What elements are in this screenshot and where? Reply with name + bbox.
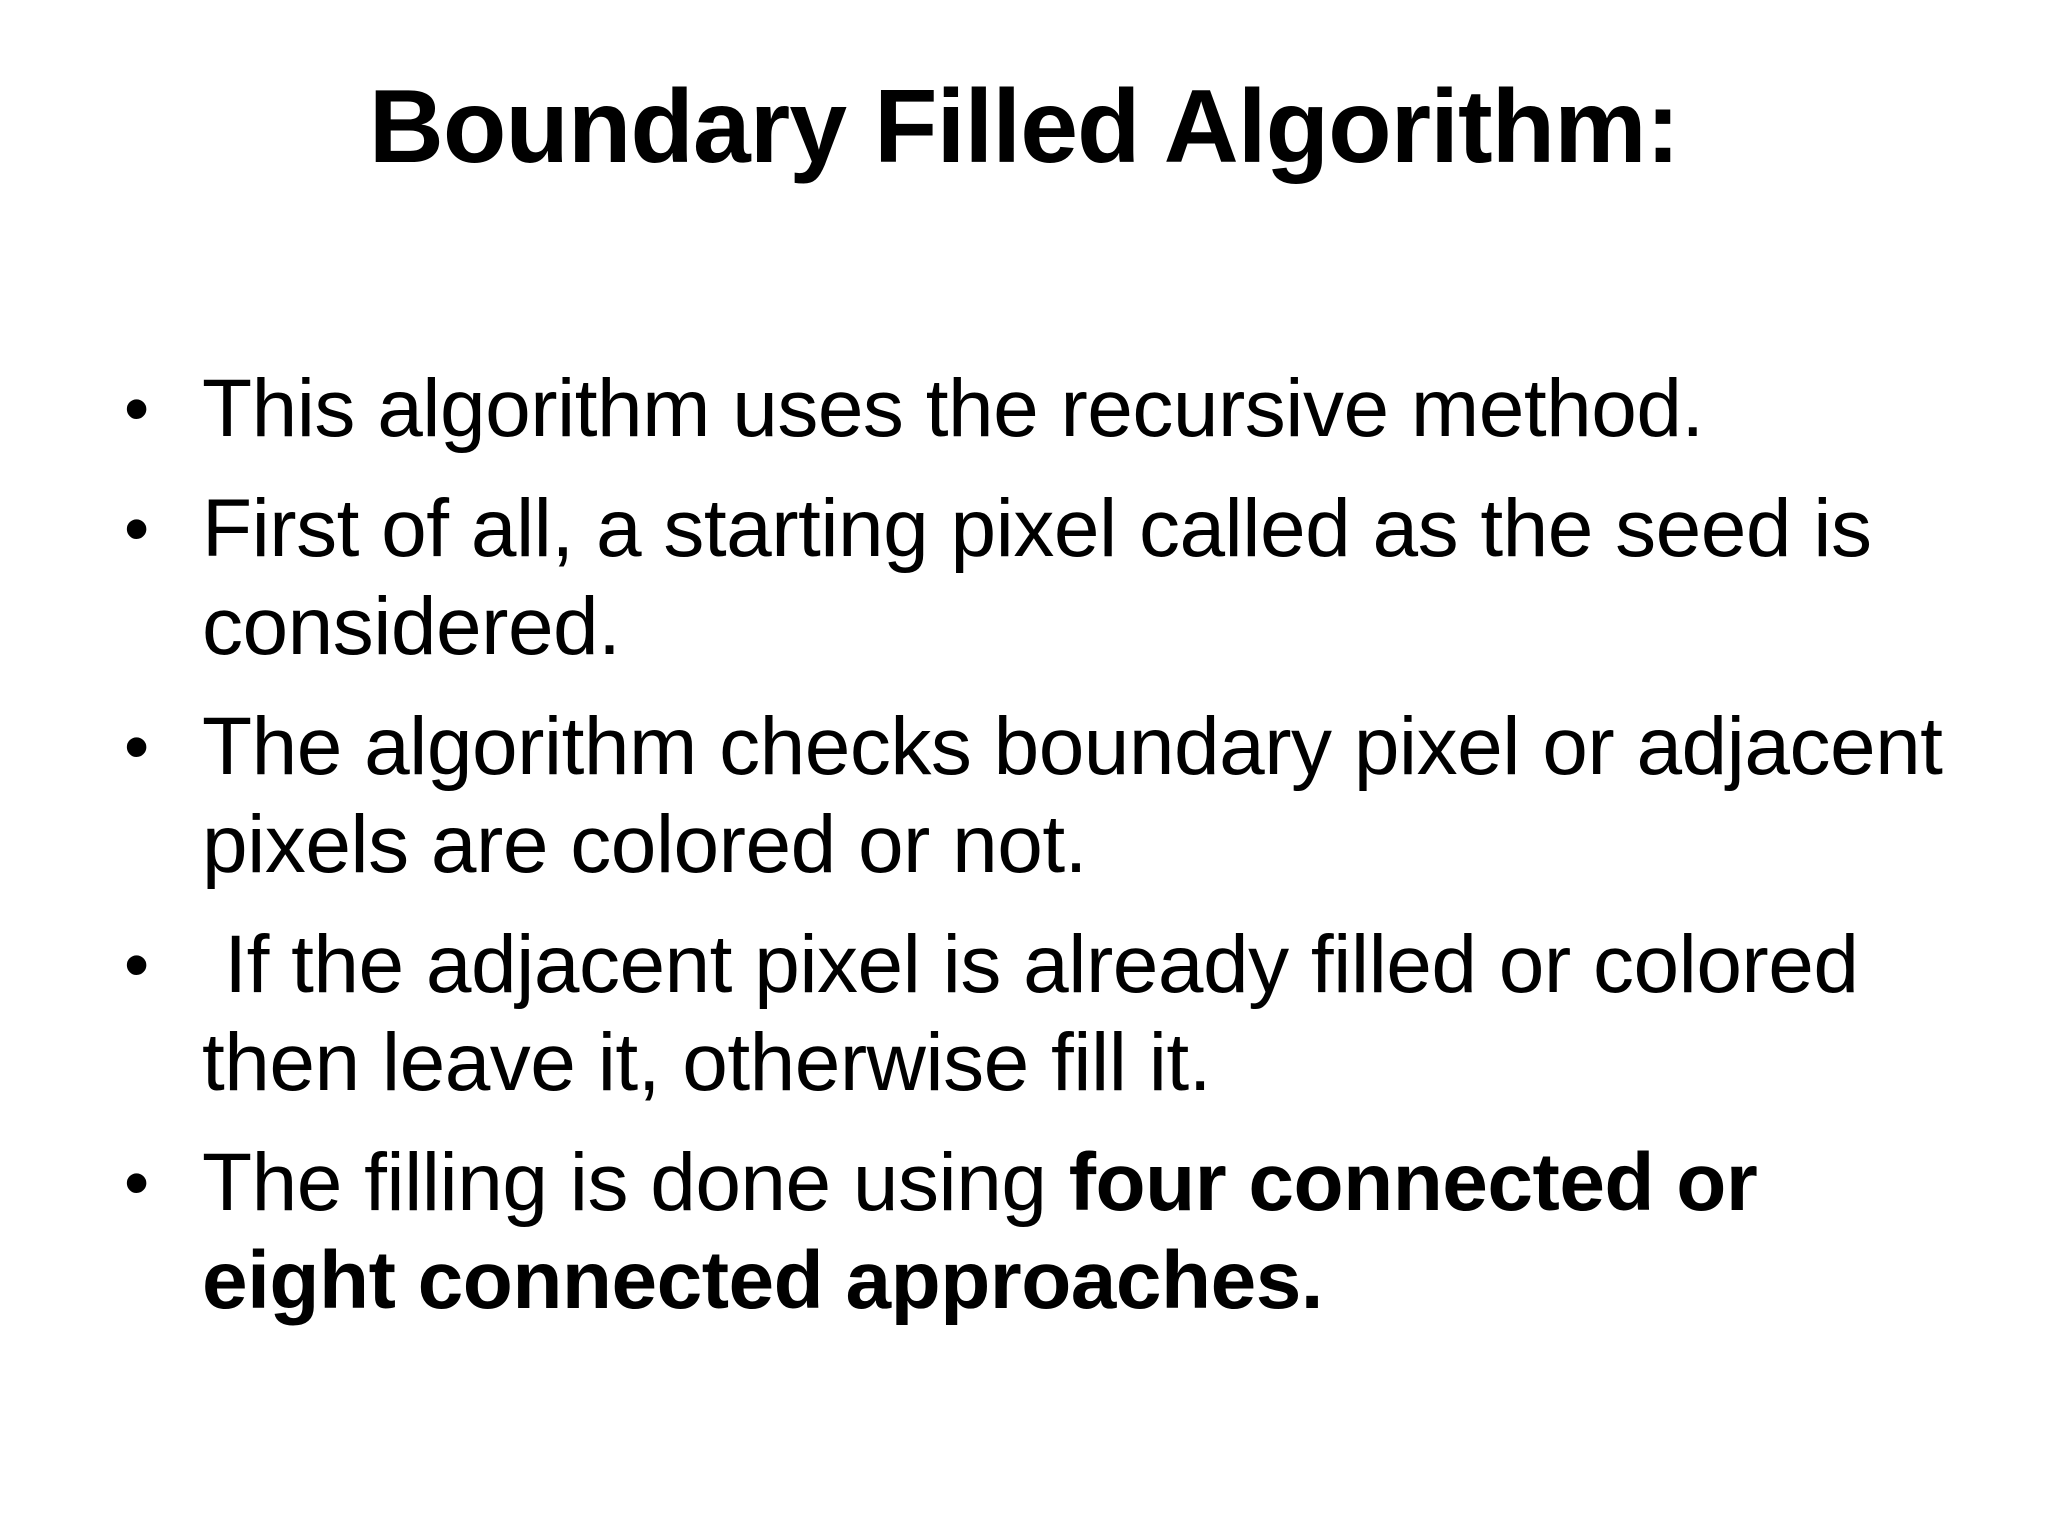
bullet-text-bold: four connected or eight connected approaches.	[202, 1137, 1758, 1326]
bullet-item-5	[110, 1134, 1960, 1330]
bullet-dot-icon: •	[124, 925, 149, 1005]
bullet-text: If the adjacent pixel is already filled or colored then leave it, otherwise fill it.	[202, 919, 1881, 1108]
bullet-item-3	[110, 698, 1960, 894]
bullet-item-4	[110, 916, 1960, 1112]
bullet-text	[202, 1137, 1757, 1326]
bullet-dot-icon: •	[124, 707, 149, 787]
bullet-item-2	[110, 480, 1960, 676]
bullet-list	[110, 360, 1960, 1352]
bullet-text: First of all, a starting pixel called as the seed is considered.	[202, 483, 1872, 672]
bullet-text-regular: The filling is done using	[202, 1137, 1069, 1228]
bullet-dot-icon: •	[124, 369, 149, 449]
bullet-dot-icon: •	[124, 1143, 149, 1223]
bullet-dot-icon: •	[124, 489, 149, 569]
bullet-text: The algorithm checks boundary pixel or adjacent pixels are colored or not.	[202, 701, 1943, 890]
slide-title: Boundary Filled Algorithm:	[368, 69, 1680, 185]
bullet-item-1	[110, 360, 1960, 458]
bullet-text: This algorithm uses the recursive method.	[202, 363, 1704, 454]
